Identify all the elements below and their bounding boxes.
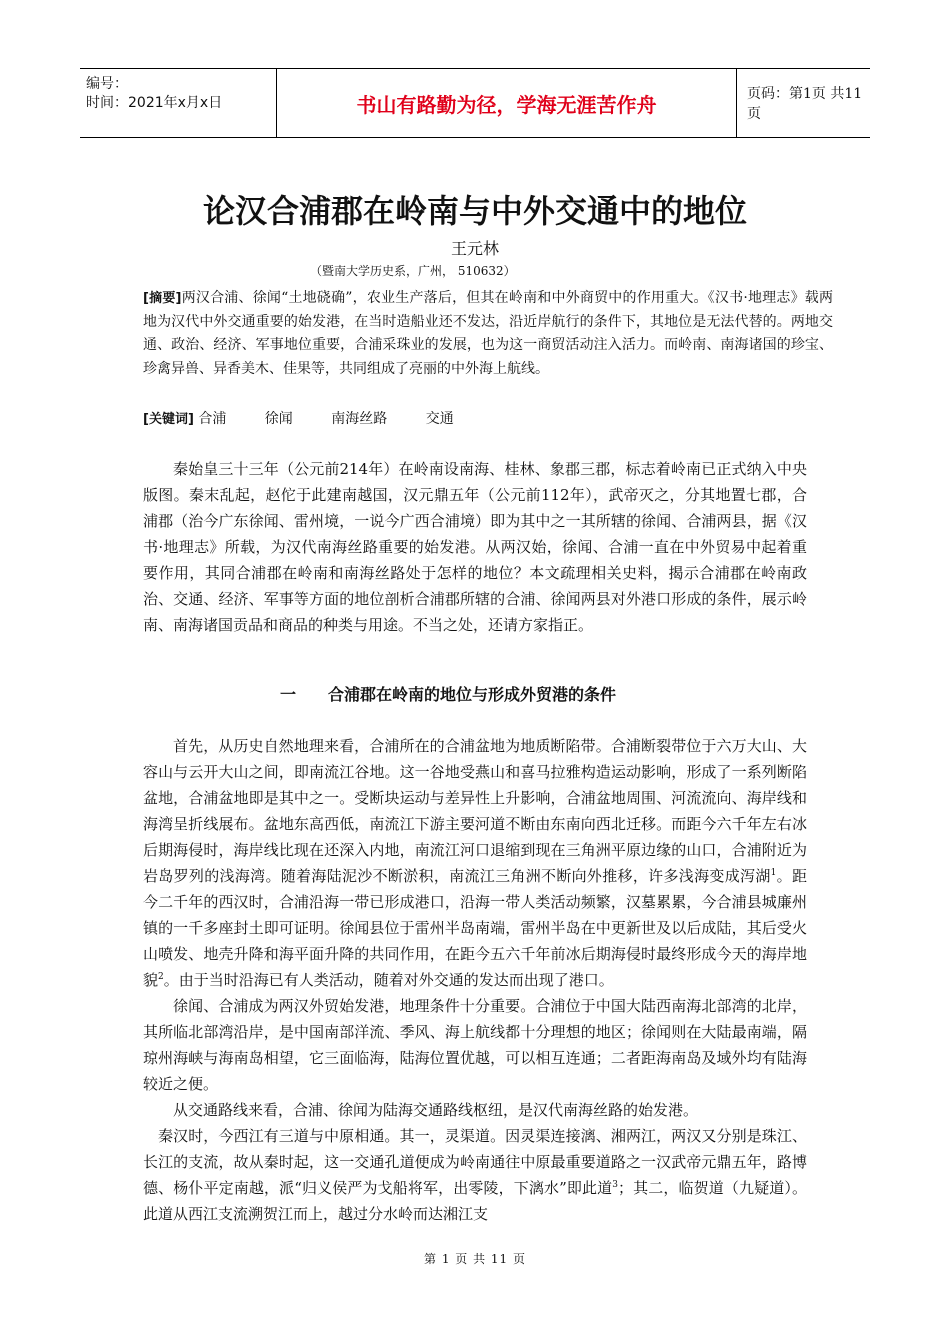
abstract-text: 两汉合浦、徐闻“土地硗确”，农业生产落后，但其在岭南和中外商贸中的作用重大。《汉书·地理志》载两地为汉代中外交通重要的始发港，在当时造船业还不发达，沿近岸航行的条件下，其地位是无法代替的。两地交通、政治、经济、军事地位重要，合浦采珠业的发展，也为这一商贸活动注入活力。而岭南、南海诸国的珍宝、珍禽异兽、异香美木、佳果等，共同组成了亮丽的中外海上航线。 [143, 290, 833, 378]
footnote-ref[interactable]: 1 [770, 868, 777, 878]
keywords-line [143, 408, 488, 428]
paragraph-text: ；其二，临贺道（九疑道）。此道从西江支流溯贺江而上，越过分水岭而达湘江支 [143, 1179, 807, 1223]
footnote-ref[interactable]: 3 [612, 1180, 619, 1190]
intro-paragraph: 秦始皇三十三年（公元前214年）在岭南设南海、桂林、象郡三郡，标志着岭南已正式纳入中央版图。秦末乱起，赵佗于此建南越国，汉元鼎五年（公元前112年），武帝灭之，分其地置七郡，合浦郡（治今广东徐闻、雷州境，一说今广西合浦境）即为其中之一其所辖的徐闻、合浦两县，据《汉书·地理志》所载，为汉代南海丝路重要的始发港。从两汉始，徐闻、合浦一直在中外贸易中起着重要作用，其同合浦郡在岭南和南海丝路处于怎样的地位？本文疏理相关史料，揭示合浦郡在岭南政治、交通、经济、军事等方面的地位剖析合浦郡所辖的合浦、徐闻两县对外港口形成的条件，展示岭南、南海诸国贡品和商品的种类与用途。不当之处，还请方家指正。 [143, 460, 807, 634]
footnote-ref[interactable]: 2 [158, 972, 164, 982]
header-meta [80, 69, 277, 137]
keywords-tag: [关键词] [143, 412, 194, 427]
time-label: 时间：2021年x月x日 [86, 95, 223, 111]
keyword: 交通 [425, 411, 454, 427]
section-number: 一 [280, 685, 297, 704]
header-page-info: 页码：第1页 共11页 [747, 86, 863, 122]
paragraph: 徐闻、合浦成为两汉外贸始发港，地理条件十分重要。合浦位于中国大陆西南海北部湾的北岸，其所临北部湾沿岸，是中国南部洋流、季风、海上航线都十分理想的地区；徐闻则在大陆最南端，隔琼州海峡与海南岛相望，它三面临海，陆海位置优越，可以相互连通；二者距海南岛及域外均有陆海较近之便。 [143, 997, 807, 1093]
number-label: 编号： [86, 76, 128, 92]
header-motto: 书山有路勤为径，学海无涯苦作舟 [277, 69, 737, 137]
section-title: 合浦郡在岭南的地位与形成外贸港的条件 [328, 685, 617, 704]
article-title: 论汉合浦郡在岭南与中外交通中的地位 [202, 192, 747, 230]
paragraph-text: 。距今二千年的西汉时，合浦沿海一带已形成港口，沿海一带人类活动频繁，汉墓累累，今合浦县城廉州镇的一千多座封土即可证明。徐闻县位于雷州半岛南端，雷州半岛在中更新世及以后成陆，其后受火山喷发、地壳升降和海平面升降的共同作用，在距今五六千年前冰后期海侵时最终形成今天的海岸地貌 [143, 867, 807, 989]
paragraph [143, 1123, 807, 1227]
abstract [143, 287, 833, 382]
abstract-tag: [摘要] [143, 291, 182, 306]
section-body [143, 733, 807, 1227]
keyword: 南海丝路 [331, 411, 388, 427]
author-affiliation: （暨南大学历史系，广州， 510632） [310, 264, 516, 278]
keyword: 徐闻 [264, 411, 293, 427]
keyword: 合浦 [198, 411, 227, 427]
page-footer: 第 1 页 共 11 页 [424, 1252, 526, 1266]
paragraph-text: 秦汉时，今西江有三道与中原相通。其一，灵渠道。因灵渠连接漓、湘两江，两汉又分别是珠江、长江的支流，故从秦时起，这一交通孔道便成为岭南通往中原最重要道路之一汉武帝元鼎五年，路博德、杨仆平定南越，派“归义侯严为戈船将军，出零陵，下漓水”即此道 [143, 1127, 807, 1197]
article-author: 王元林 [450, 239, 499, 258]
paragraph-text: 首先，从历史自然地理来看，合浦所在的合浦盆地为地质断陷带。合浦断裂带位于六万大山、大容山与云开大山之间，即南流江谷地。这一谷地受燕山和喜马拉雅构造运动影响，形成了一系列断陷盆地，合浦盆地即是其中之一。受断块运动与差异性上升影响，合浦盆地周围、河流流向、海岸线和海湾呈折线展布。盆地东高西低，南流江下游主要河道不断由东南向西北迁移。而距今六千年左右冰后期海侵时，海岸线比现在还深入内地，南流江河口退缩到现在三角洲平原边缘的山口，合浦附近为岩岛罗列的浅海湾。随着海陆泥沙不断淤积，南流江三角洲不断向外推移，许多浅海变成泻湖 [143, 737, 807, 885]
page-header [80, 68, 870, 138]
paragraph: 从交通路线来看，合浦、徐闻为陆海交通路线枢纽，是汉代南海丝路的始发港。 [173, 1101, 699, 1119]
paragraph-text: 。由于当时沿海已有人类活动，随着对外交通的发达而出现了港口。 [163, 971, 614, 989]
paragraph [143, 733, 807, 993]
